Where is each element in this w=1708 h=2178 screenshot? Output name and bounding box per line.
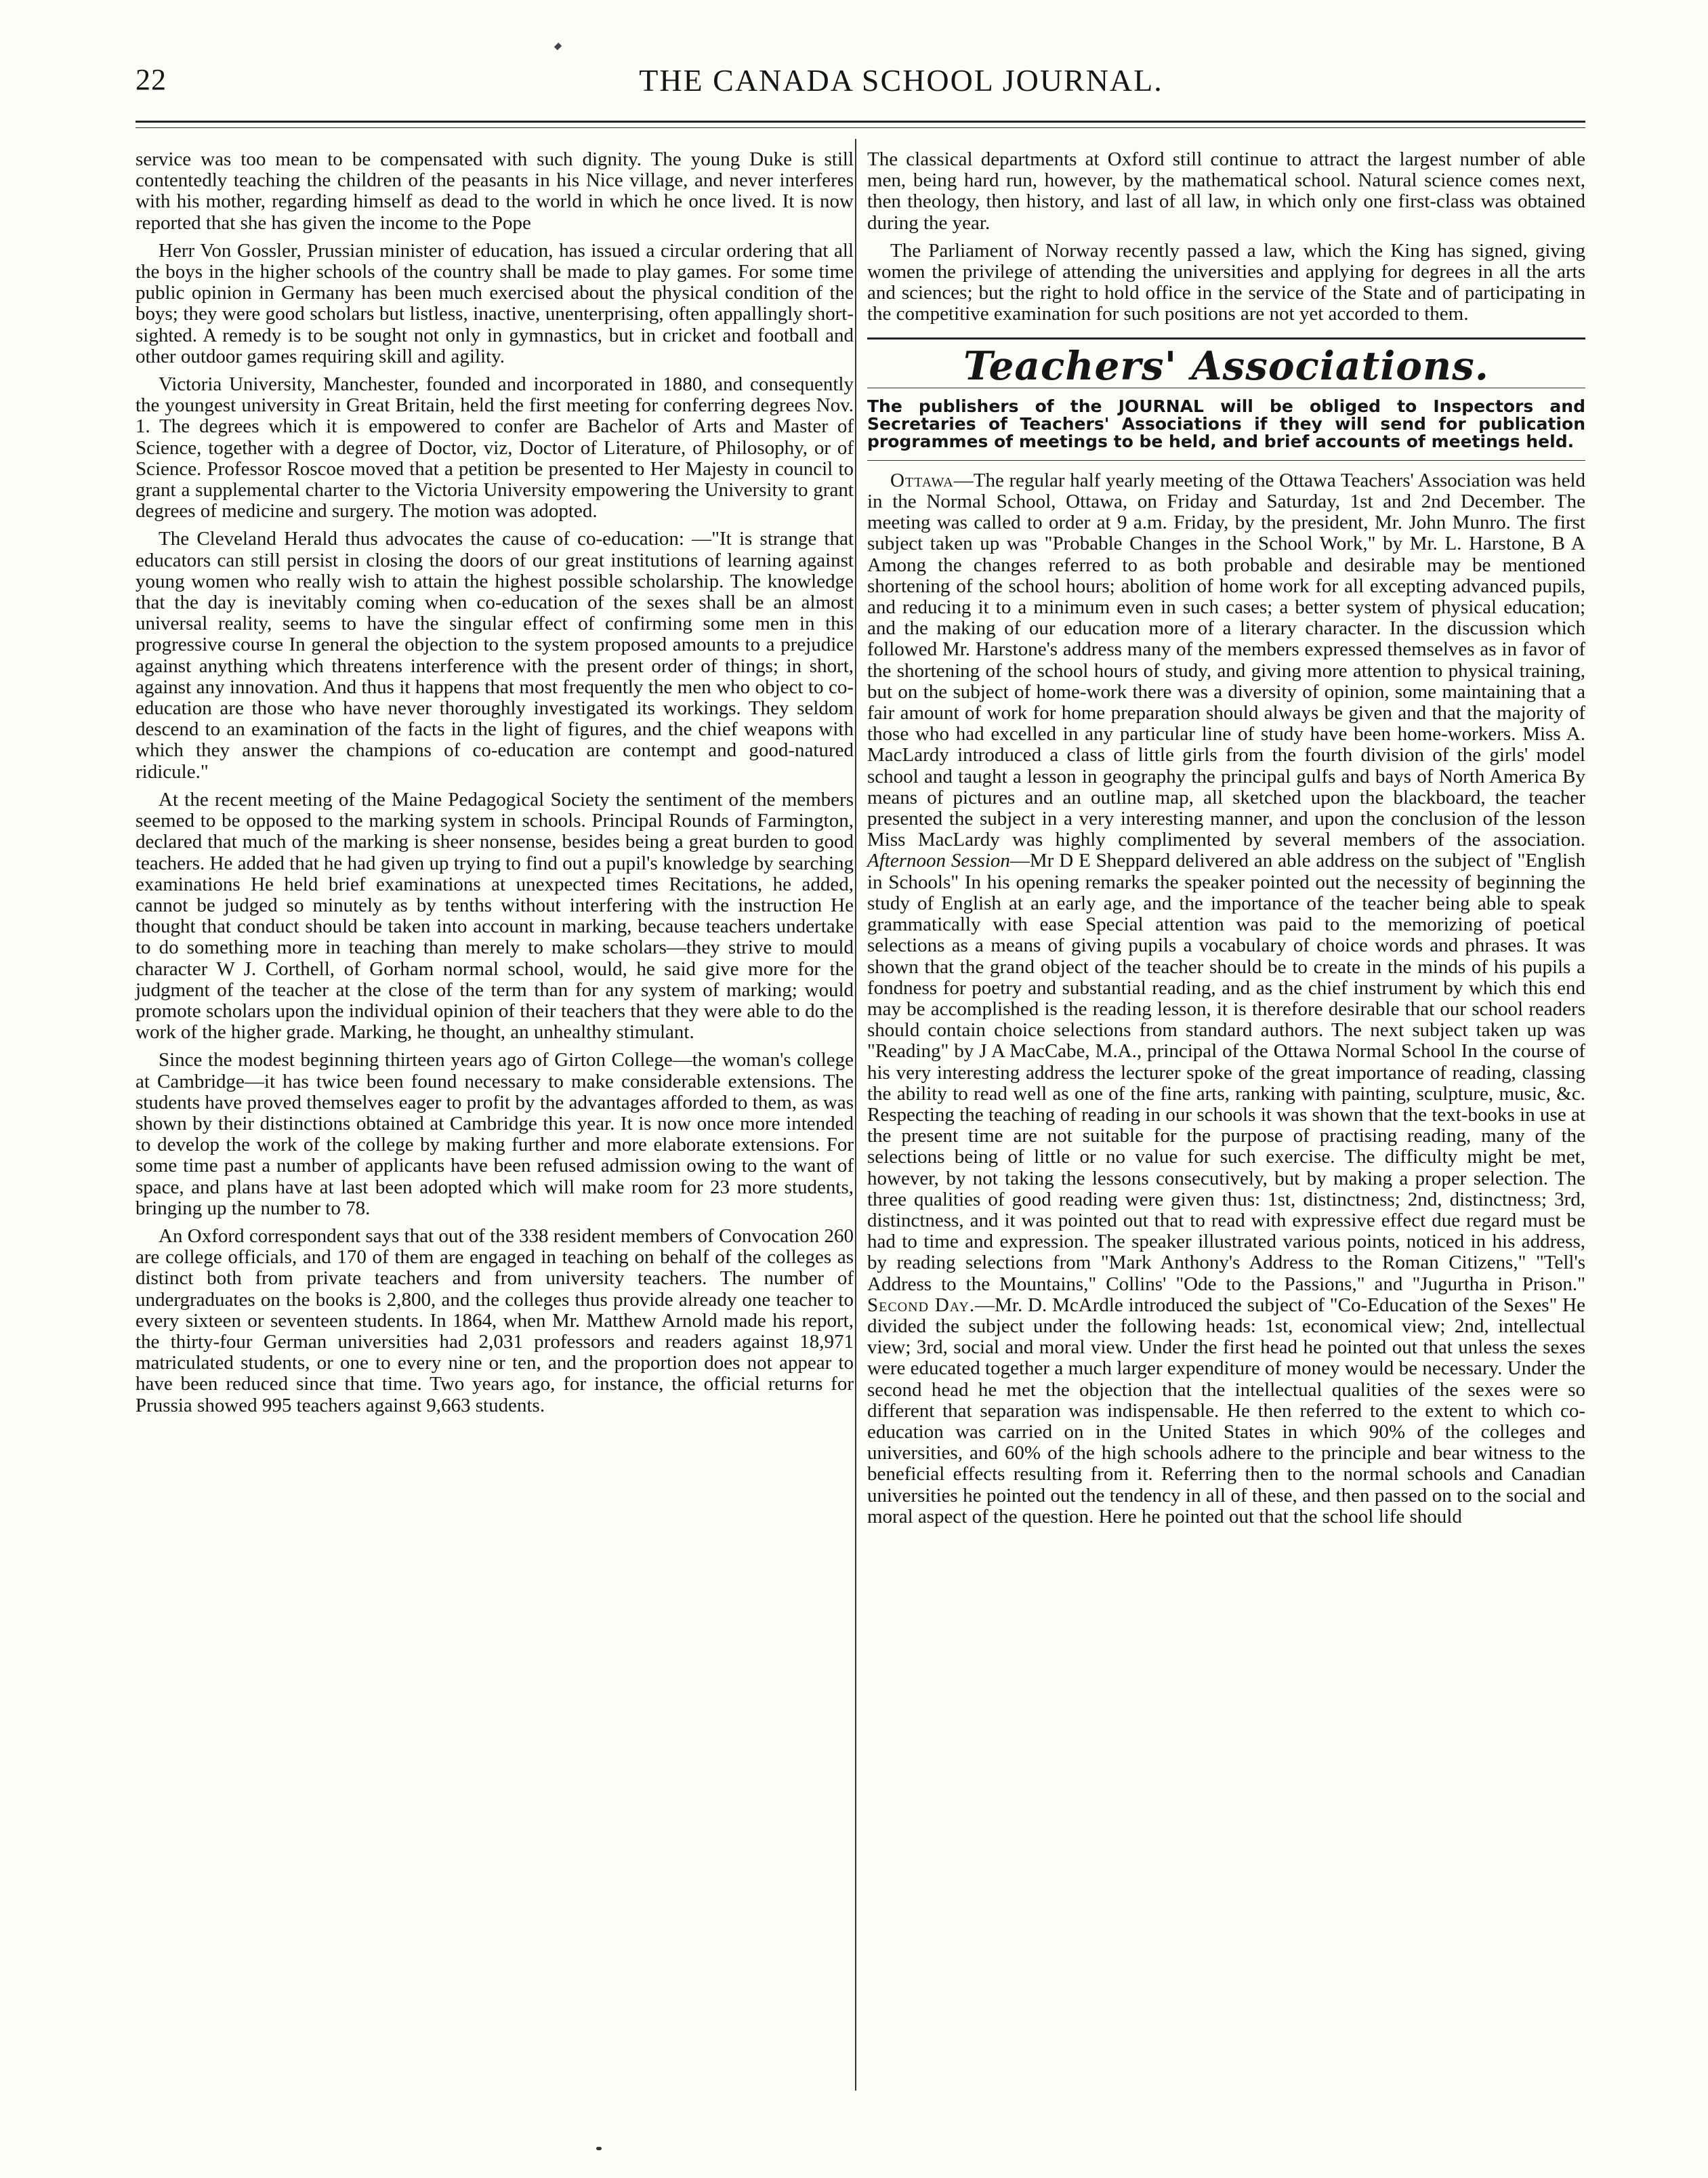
section-header-box	[867, 337, 1585, 388]
header-rule-thin	[136, 127, 1585, 128]
second-day-lead: Second Day.	[867, 1294, 976, 1316]
page-header	[136, 62, 1585, 110]
journal-title: THE CANADA SCHOOL JOURNAL.	[639, 63, 1163, 98]
header-rule	[136, 121, 1585, 123]
article-paragraph: Since the modest beginning thirteen years ago of Girton College—the woman's college at Cambridge—it has twice been found necessary to make considerable extensions. The students have proved themselves eager to profit by the advantages afforded to them, as was shown by their distinctions obtained at Cambridge this year. It is now once more intended to develop the work of the college by making further and more elaborate extensions. For some time past a number of applicants have been refused admission owing to the want of space, and plans have at last been adopted which will make room for 23 more students, bringing up the number to 78.	[136, 1049, 854, 1219]
article-paragraph: An Oxford correspondent says that out of the 338 resident members of Convocation 260 are college officials, and 170 of them are engaged in teaching on behalf of the colleges as distinct both from private teachers and from university teachers. The number of undergraduates on the books is 2,800, and the colleges thus provide already one teacher to every sixteen or seventeen students. In 1864, when Mr. Matthew Arnold made his report, the thirty-four German universities had 2,031 professors and readers against 18,971 matriculated students, or one to every nine or ten, and the proportion does not appear to have been reduced since that time. Two years ago, for instance, the official returns for Prussia showed 995 teachers against 9,663 students.	[136, 1225, 854, 1416]
section-heading: Teachers' Associations.	[963, 342, 1489, 389]
right-column	[867, 149, 1585, 1534]
print-speck	[596, 2147, 602, 2150]
second-day-body: —Mr. D. McArdle introduced the subject of "Co-Education of the Sexes" He divided the subject under the following heads: 1st, economical view; 2nd, intellectual view; 3rd, social and moral view. Under the first head he pointed out that unless the sexes were educated together a much larger expenditure of money would be necessary. Under the second head he met the objection that the intellectual qualities of the sexes were so different that separation was indispensable. He then referred to the extent to which co-education was carried on in the United States in which 90% of the colleges and universities, and 60% of the high schools adhere to the principle and bear witness to the beneficial effects resulting from it. Referring then to the normal schools and Canadian universities he pointed out the tendency in all of these, and then passed on to the social and moral aspect of the question. Here he pointed out that the school life should	[867, 1294, 1585, 1527]
page-number: 22	[136, 63, 167, 96]
publishers-notice: The publishers of the JOURNAL will be obliged to Inspectors and Secretaries of Teachers' Associations if they will send for publication programmes of meetings to be held, and brief accounts of meetings held.	[867, 398, 1585, 461]
column-divider	[855, 139, 856, 2091]
article-paragraph: service was too mean to be compensated with such dignity. The young Duke is still contentedly teaching the children of the peasants in his Nice village, and never interferes with his mother, regarding himself as dead to the world in which he once lived. It is now reported that she has given the income to the Pope	[136, 148, 854, 234]
article-paragraph: The Cleveland Herald thus advocates the cause of co-education: —"It is strange that educators can still persist in closing the doors of our great institutions of learning against young women who really wish to attain the highest possible scholarship. The knowledge that the day is inevitably coming when co-education of the sexes shall be an almost universal reality, seems to have the singular effect of confirming some men in this progressive course In general the objection to the system proposed amounts to a prejudice against anything which threatens interference with the present order of things; in short, against any innovation. And thus it happens that most frequently the men who object to co-education are those who have never thoroughly investigated its workings. They seldom descend to an examination of the facts in the light of figures, and the chief weapons with which they answer the champions of co-education are contempt and good-natured ridicule."	[136, 528, 854, 783]
article-paragraph: The Parliament of Norway recently passed a law, which the King has signed, giving women the privilege of attending the universities and applying for degrees in all the arts and sciences; but the right to hold office in the service of the State and of participating in the competitive examination for such positions are not yet accorded to them.	[867, 239, 1585, 325]
left-column	[136, 149, 854, 1423]
ottawa-report	[867, 470, 1585, 1527]
afternoon-body: —Mr D E Sheppard delivered an able address on the subject of "English in Schools" In his opening remarks the speaker pointed out the necessity of beginning the study of English at an early age, and the importance of the teacher being able to speak grammatically with ease Special attention was paid to the memorizing of poetical selections as a means of giving pupils a vocabulary of choice words and phrases. It was shown that the grand object of the teacher should be to create in the minds of his pupils a fondness for poetry and substantial reading, and as the chief instrument by which this end may be accomplished is the reading lesson, it is therefore desirable that our school readers should contain choice selections from standard authors. The next subject taken up was "Reading" by J A MacCabe, M.A., principal of the Ottawa Normal School In the course of his very interesting address the lecturer spoke of the great importance of reading, classing the ability to read well as one of the fine arts, ranking with painting, sculpture, music, &c. Respecting the teaching of reading in our schools it was shown that the text-books in use at the present time are not suitable for the purpose of practising reading, many of the selections being of little or no value for such exercise. The difficulty might be met, however, by not taking the lessons consecutively, but by making a proper selection. The three qualities of good reading were given thus: 1st, distinctness; 2nd, distinctness; 3rd, distinctness, and it was pointed out that to read with expressive effect due regard must be had to time and expression. The speaker illustrated various points, noticed in his address, by reading selections from "Mark Anthony's Address to the Roman Citizens," "Tell's Address to the Mountains," Collins' "Ode to the Passions," and "Jugurtha in Prison."	[867, 850, 1585, 1295]
article-paragraph: At the recent meeting of the Maine Pedagogical Society the sentiment of the members seemed to be opposed to the marking system in schools. Principal Rounds of Farmington, declared that much of the marking is sheer nonsense, besides being a great burden to good teachers. He added that he had given up trying to find out a pupil's knowledge by searching examinations He held brief examinations at unexpected times Recitations, he added, cannot be judged so minutely as by tenths without interfering with the instruction He thought that conduct should be taken into account in marking, because teachers undertake to do something more in teaching than merely to make scholars—they strive to mould character W J. Corthell, of Gorham normal school, would, he said give more for the judgment of the teacher at the close of the term than for any system of marking; would promote scholars upon the individual opinion of their teachers that they were able to do the work of the higher grade. Marking, he thought, an unhealthy stimulant.	[136, 788, 854, 1044]
afternoon-lead: Afternoon Session	[867, 850, 1010, 872]
article-paragraph: Victoria University, Manchester, founded and incorporated in 1880, and consequently the youngest university in Great Britain, held the first meeting for conferring degrees Nov. 1. The degrees which it is empowered to confer are Bachelor of Arts and Master of Science, together with a degree of Doctor, viz, Doctor of Literature, of Philosophy, or of Science. Professor Roscoe moved that a petition be presented to Her Majesty in council to grant a supplemental charter to the Victoria University empowering the University to grant degrees of medicine and surgery. The motion was adopted.	[136, 373, 854, 522]
ottawa-lead: Ottawa	[890, 469, 954, 491]
print-speck	[554, 43, 562, 50]
ottawa-body: —The regular half yearly meeting of the Ottawa Teachers' Association was held in the Normal School, Ottawa, on Friday and Saturday, 1st and 2nd December. The meeting was called to order at 9 a.m. Friday, by the president, Mr. John Munro. The first subject taken up was "Probable Changes in the School Work," by Mr. L. Harstone, B A Among the changes referred to as both probable and desirable may be mentioned shortening of the school hours; abolition of home work for all excepting advanced pupils, and reducing it to a minimum even in such cases; a better system of physical education; and the making of our education more of a literary character. In the discussion which followed Mr. Harstone's address many of the members expressed themselves as in favor of the shortening of the school hours of study, and giving more attention to physical training, but on the subject of home-work there was a diversity of opinion, some maintaining that a fair amount of work for home preparation should always be given and that the majority of those who had excelled in any particular line of study have been home-workers. Miss A. MacLardy introduced a class of little girls from the fourth division of the girls' model school and taught a lesson in geography the principal gulfs and bays of North America By means of pictures and an outline map, all sketched upon the blackboard, the teacher presented the subject in a very interesting manner, and upon the conclusion of the lesson Miss MacLardy was highly complimented by several members of the association.	[867, 469, 1585, 851]
article-paragraph: Herr Von Gossler, Prussian minister of education, has issued a circular ordering that all the boys in the higher schools of the country shall be made to play games. For some time public opinion in Germany has been much exercised about the physical condition of the boys; they were good scholars but listless, inactive, unenterprising, often appallingly short-sighted. A remedy is to be sought not only in gymnastics, but in cricket and football and other outdoor games requiring skill and agility.	[136, 239, 854, 367]
article-paragraph: The classical departments at Oxford still continue to attract the largest number of able men, being hard run, however, by the mathematical school. Natural science comes next, then theology, then history, and last of all law, in which only one first-class was obtained during the year.	[867, 148, 1585, 234]
